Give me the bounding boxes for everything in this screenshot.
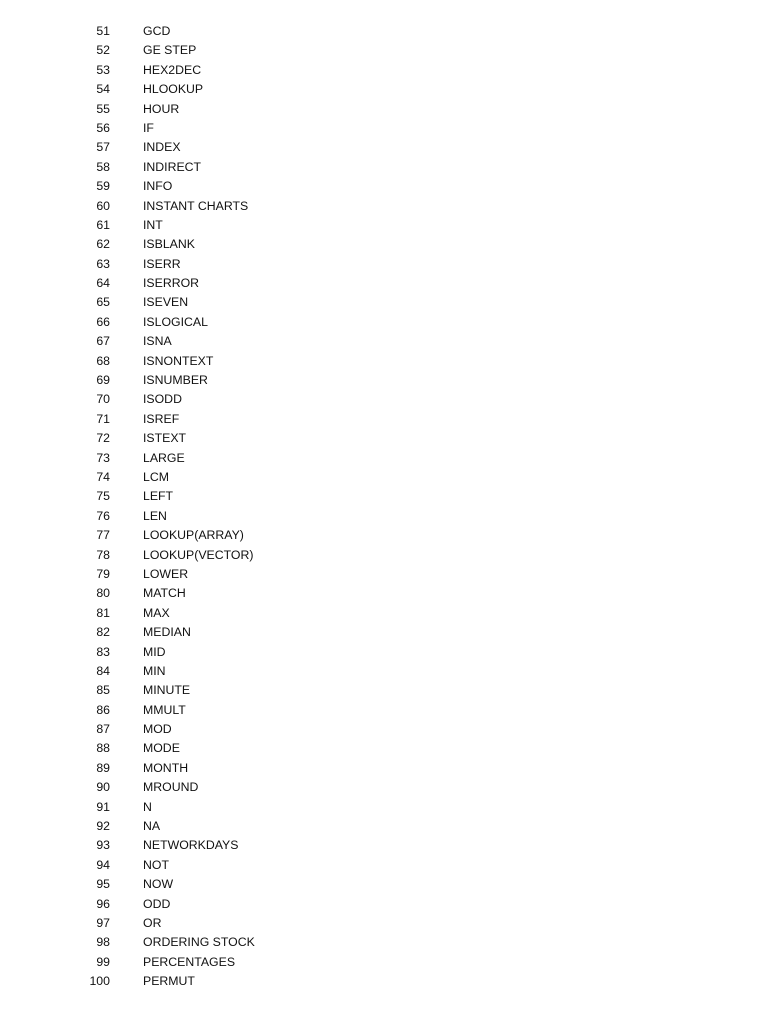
row-number: 63 [96, 256, 110, 271]
list-item [0, 235, 768, 254]
list-item [0, 584, 768, 603]
row-number: 93 [96, 838, 110, 853]
function-name: ISNUMBER [143, 373, 208, 388]
function-name: GE STEP [143, 43, 197, 58]
list-item [0, 255, 768, 274]
row-number: 67 [96, 334, 110, 349]
row-number: 71 [96, 411, 110, 426]
list-item [0, 701, 768, 720]
function-name: INDEX [143, 140, 181, 155]
row-number: 82 [96, 625, 110, 640]
row-number: 62 [96, 237, 110, 252]
row-number: 98 [96, 935, 110, 950]
row-number: 72 [96, 431, 110, 446]
function-name: NA [143, 819, 161, 834]
function-name: ISERR [143, 256, 181, 271]
row-number: 88 [96, 741, 110, 756]
function-name: MMULT [143, 702, 186, 717]
function-name: N [143, 799, 152, 814]
function-name: INSTANT CHARTS [143, 198, 249, 213]
row-number: 58 [96, 159, 110, 174]
list-item [0, 216, 768, 235]
row-number: 87 [96, 722, 110, 737]
list-item [0, 332, 768, 351]
list-item [0, 100, 768, 119]
row-number: 55 [96, 101, 110, 116]
list-item [0, 759, 768, 778]
row-number: 66 [96, 314, 110, 329]
list-item [0, 914, 768, 933]
list-item [0, 933, 768, 952]
row-number: 75 [96, 489, 110, 504]
list-item [0, 643, 768, 662]
list-item [0, 798, 768, 817]
function-name: HOUR [143, 101, 180, 116]
list-item [0, 468, 768, 487]
list-item [0, 22, 768, 41]
row-number: 53 [96, 62, 110, 77]
function-name: LOWER [143, 566, 189, 581]
list-item [0, 410, 768, 429]
list-item [0, 953, 768, 972]
function-name: INT [143, 217, 163, 232]
row-number: 94 [96, 857, 110, 872]
row-number: 97 [96, 915, 110, 930]
list-item [0, 546, 768, 565]
list-item [0, 662, 768, 681]
list-item [0, 875, 768, 894]
row-number: 61 [96, 217, 110, 232]
list-item [0, 313, 768, 332]
function-name: ISNA [143, 334, 172, 349]
function-name: HLOOKUP [143, 82, 204, 97]
function-name: ISERROR [143, 276, 200, 291]
list-item [0, 390, 768, 409]
row-number: 90 [96, 780, 110, 795]
function-name: ODD [143, 896, 171, 911]
row-number: 85 [96, 683, 110, 698]
row-number: 100 [89, 974, 110, 989]
list-item [0, 138, 768, 157]
list-item [0, 856, 768, 875]
function-list [0, 22, 768, 992]
row-number: 60 [96, 198, 110, 213]
row-number: 95 [96, 877, 110, 892]
function-name: INFO [143, 179, 173, 194]
list-item [0, 895, 768, 914]
function-name: LOOKUP(VECTOR) [143, 547, 254, 562]
row-number: 91 [96, 799, 110, 814]
row-number: 92 [96, 819, 110, 834]
row-number: 65 [96, 295, 110, 310]
list-item [0, 429, 768, 448]
row-number: 51 [96, 24, 110, 38]
list-item [0, 80, 768, 99]
function-name: GCD [143, 24, 171, 38]
row-number: 83 [96, 644, 110, 659]
function-name: ORDERING STOCK [143, 935, 255, 950]
function-name: LEFT [143, 489, 174, 504]
function-name: ISNONTEXT [143, 353, 214, 368]
list-item [0, 720, 768, 739]
list-item [0, 197, 768, 216]
list-item [0, 274, 768, 293]
row-number: 80 [96, 586, 110, 601]
row-number: 76 [96, 508, 110, 523]
row-number: 79 [96, 566, 110, 581]
row-number: 84 [96, 663, 110, 678]
list-item [0, 836, 768, 855]
list-item [0, 352, 768, 371]
function-name: IF [143, 120, 154, 135]
row-number: 73 [96, 450, 110, 465]
list-item [0, 604, 768, 623]
function-name: LOOKUP(ARRAY) [143, 528, 244, 543]
function-name: ISREF [143, 411, 180, 426]
function-name: MATCH [143, 586, 186, 601]
function-name: MODE [143, 741, 180, 756]
row-number: 96 [96, 896, 110, 911]
function-name: ISTEXT [143, 431, 187, 446]
row-number: 86 [96, 702, 110, 717]
list-item [0, 778, 768, 797]
function-name: INDIRECT [143, 159, 202, 174]
row-number: 89 [96, 760, 110, 775]
list-item [0, 817, 768, 836]
row-number: 99 [96, 954, 110, 969]
row-number: 56 [96, 120, 110, 135]
function-name: HEX2DEC [143, 62, 202, 77]
list-item [0, 371, 768, 390]
row-number: 69 [96, 373, 110, 388]
function-name: PERMUT [143, 974, 195, 989]
function-name: ISLOGICAL [143, 314, 208, 329]
function-name: ISBLANK [143, 237, 195, 252]
list-item [0, 526, 768, 545]
function-name: MOD [143, 722, 172, 737]
function-name: MINUTE [143, 683, 191, 698]
function-name: NOW [143, 877, 174, 892]
function-name: MROUND [143, 780, 199, 795]
row-number: 77 [96, 528, 110, 543]
row-number: 74 [96, 469, 110, 484]
row-number: 64 [96, 276, 110, 291]
row-number: 81 [96, 605, 110, 620]
function-name: ISEVEN [143, 295, 189, 310]
list-item [0, 623, 768, 642]
row-number: 59 [96, 179, 110, 194]
list-item [0, 119, 768, 138]
function-name: MONTH [143, 760, 189, 775]
row-number: 78 [96, 547, 110, 562]
row-number: 54 [96, 82, 110, 97]
list-item [0, 449, 768, 468]
list-item [0, 41, 768, 60]
function-name: LEN [143, 508, 167, 523]
function-name: ISODD [143, 392, 182, 407]
list-item [0, 61, 768, 80]
function-name: NOT [143, 857, 169, 872]
list-item [0, 681, 768, 700]
function-name: LARGE [143, 450, 185, 465]
list-item [0, 507, 768, 526]
function-name: OR [143, 915, 162, 930]
list-item [0, 487, 768, 506]
row-number: 57 [96, 140, 110, 155]
function-name: NETWORKDAYS [143, 838, 239, 853]
function-name: MIN [143, 663, 166, 678]
function-name: MID [143, 644, 166, 659]
function-name: LCM [143, 469, 169, 484]
list-item [0, 739, 768, 758]
row-number: 52 [96, 43, 110, 58]
list-item [0, 177, 768, 196]
list-item [0, 158, 768, 177]
list-item [0, 565, 768, 584]
function-name: MAX [143, 605, 170, 620]
list-item [0, 972, 768, 991]
row-number: 68 [96, 353, 110, 368]
function-name: MEDIAN [143, 625, 191, 640]
function-name: PERCENTAGES [143, 954, 236, 969]
row-number: 70 [96, 392, 110, 407]
list-item [0, 293, 768, 312]
